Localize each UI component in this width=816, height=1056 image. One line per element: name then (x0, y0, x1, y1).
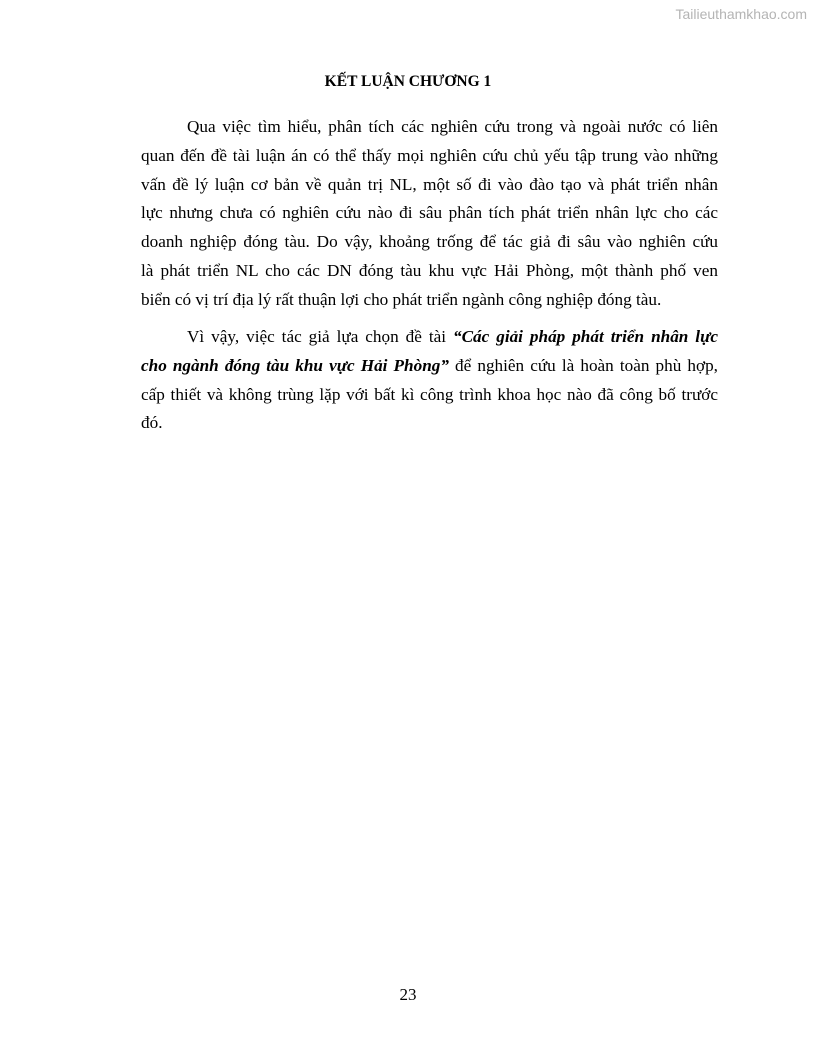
thesis-title-emphasis: “Các giải pháp phát triển nhân lực (452, 327, 719, 346)
text-line: vấn đề lý luận cơ bản về quản trị NL, một số đi vào đào tạo và phát triển nhân (141, 174, 718, 194)
text-line: biển có vị trí địa lý rất thuận lợi cho phát triển ngành công nghiệp đóng tàu. (141, 289, 662, 309)
text-line (141, 323, 718, 352)
text-line: cấp thiết và không trùng lặp với bất kì công trình khoa học nào đã công bố trước (141, 384, 718, 404)
watermark: Tailieuthamkhao.com (675, 6, 807, 22)
text-line: lực nhưng chưa có nghiên cứu nào đi sâu phân tích phát triển nhân lực cho các (141, 203, 718, 223)
text-line (141, 352, 718, 381)
text-span: Vì vậy, việc tác giả lựa chọn đề tài (187, 327, 453, 346)
text-line: đó. (141, 413, 163, 433)
paragraph-1 (141, 113, 718, 315)
text-line: là phát triển NL cho các DN đóng tàu khu vực Hải Phòng, một thành phố ven (141, 260, 718, 280)
thesis-title-emphasis: cho ngành đóng tàu khu vực Hải Phòng” (141, 355, 449, 375)
text-span: để nghiên cứu là hoàn toàn phù hợp, (448, 355, 718, 375)
chapter-conclusion-title: KẾT LUẬN CHƯƠNG 1 (324, 73, 492, 90)
page-number: 23 (399, 985, 417, 1004)
paragraph-2 (141, 323, 718, 438)
text-line: Qua việc tìm hiểu, phân tích các nghiên cứu trong và ngoài nước có liên (187, 117, 718, 136)
text-line: doanh nghiệp đóng tàu. Do vậy, khoảng trống để tác giả đi sâu vào nghiên cứu (141, 232, 718, 252)
text-line: quan đến đề tài luận án có thể thấy mọi nghiên cứu chủ yếu tập trung vào những (141, 145, 718, 165)
